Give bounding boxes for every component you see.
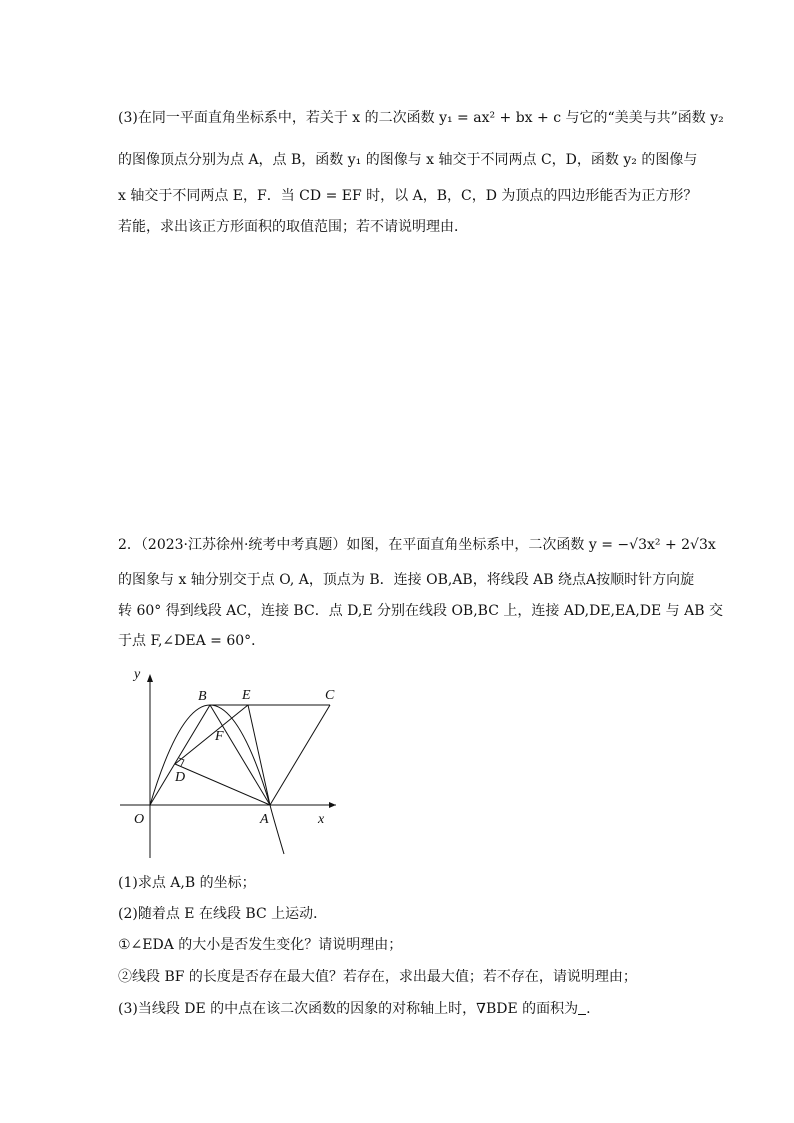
question-3 (118, 999, 591, 1019)
part3-line-1: (3)在同一平面直角坐标系中，若关于 x 的二次函数 y₁ = ax² + bx + c 与它的“美美与共”函数 y₂ (118, 110, 724, 126)
part3-line-4: 若能，求出该正方形面积的取值范围；若不请说明理由． (118, 219, 468, 235)
question-2-part-1: ①∠EDA 的大小是否发生变化？请说明理由； (118, 937, 403, 953)
y-axis-arrow (147, 674, 153, 682)
label-D: D (175, 770, 186, 785)
segment-AD (175, 764, 270, 805)
problem2-line-2: 的图象与 x 轴分别交于点 O, A，顶点为 B．连接 OB,AB，将线段 AB 绕点A按顺时针方向旋 (118, 572, 695, 588)
label-B: B (198, 689, 207, 704)
problem2-line-3: 转 60° 得到线段 AC，连接 BC．点 D,E 分别在线段 OB,BC 上，连接 AD,DE,EA,DE 与 AB 交 (118, 603, 723, 619)
answer-blank (578, 1002, 586, 1015)
problem2-line-1: 2．（2023·江苏徐州·统考中考真题）如图，在平面直角坐标系中，二次函数 y = −√3x² + 2√3x (118, 537, 716, 553)
part3-line-2: 的图像顶点分别为点 A，点 B，函数 y₁ 的图像与 x 轴交于不同两点 C，D，函数 y₂ 的图像与 (118, 152, 698, 168)
question-2: (2)随着点 E 在线段 BC 上运动． (118, 906, 328, 922)
segment-OB (150, 705, 210, 805)
right-angle-mark (179, 758, 184, 766)
question-2-part-2: ②线段 BF 的长度是否存在最大值？若存在，求出最大值；若不存在，请说明理由； (118, 969, 637, 985)
label-E: E (242, 688, 251, 703)
label-x: x (318, 812, 325, 827)
x-axis-arrow (329, 802, 336, 808)
label-A: A (260, 812, 269, 827)
segment-DE (175, 705, 248, 764)
part3-line-3: x 轴交于不同两点 E，F．当 CD = EF 时，以 A，B，C，D 为顶点的四边形能否为正方形？ (118, 188, 698, 204)
label-F: F (215, 729, 224, 744)
question-1: (1)求点 A,B 的坐标； (118, 875, 256, 891)
segment-AB (210, 705, 270, 805)
problem2-line-4: 于点 F,∠DEA = 60°． (118, 633, 266, 649)
question-3-text: (3)当线段 DE 的中点在该二次函数的因象的对称轴上时，∇BDE 的面积为 (118, 1001, 579, 1017)
segment-AC (270, 705, 330, 805)
label-O: O (134, 812, 145, 827)
segment-EA (248, 705, 270, 805)
question-3-end: . (586, 1001, 591, 1017)
geometry-figure (118, 662, 348, 862)
label-C: C (325, 688, 335, 703)
label-y: y (134, 667, 141, 682)
